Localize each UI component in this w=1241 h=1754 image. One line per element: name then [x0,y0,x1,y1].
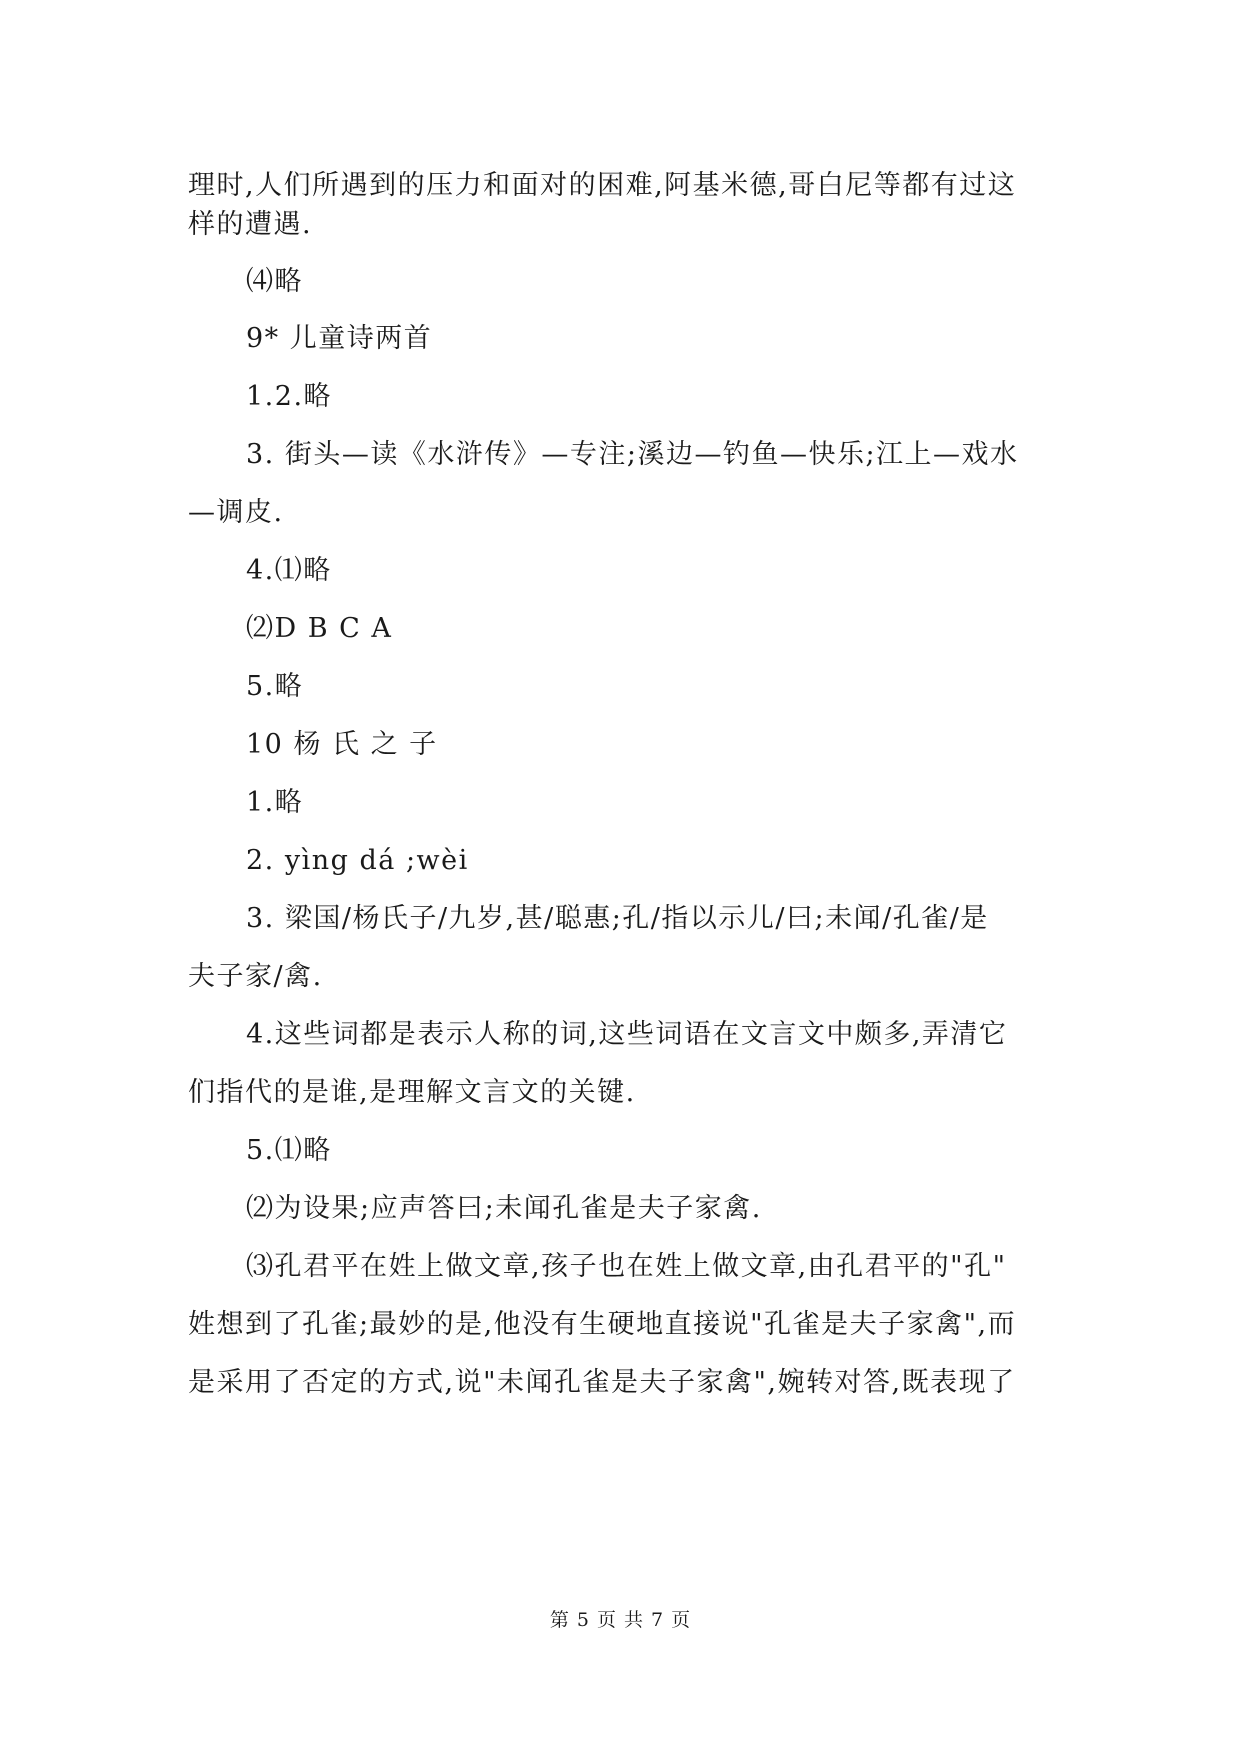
text-line-5: 1.2.略 [246,381,333,412]
text-line-2: 样的遭遇. [188,209,313,240]
text-line-16: 4.这些词都是表示人称的词,这些词语在文言文中颇多,弄清它 [246,1019,1008,1050]
text-line-6: 3. 街头—读《水浒传》—专注;溪边—钓鱼—快乐;江上—戏水 [246,439,1019,470]
text-line-1: 理时,人们所遇到的压力和面对的困难,阿基米德,哥白尼等都有过这 [188,170,1017,201]
text-line-13: 2. yìng dá ;wèi [246,845,469,876]
text-line-18: 5.⑴略 [246,1135,332,1166]
text-line-15: 夫子家/禽. [188,961,323,992]
text-line-19: ⑵为设果;应声答曰;未闻孔雀是夫子家禽. [246,1193,762,1224]
text-line-9: ⑵D B C A [246,613,393,644]
text-line-7: —调皮. [188,497,284,528]
text-line-17: 们指代的是谁,是理解文言文的关键. [188,1077,636,1108]
text-line-12: 1.略 [246,787,304,818]
section-heading-9: 9* 儿童诗两首 [246,323,433,354]
page-number-footer: 第 5 页 共 7 页 [549,1609,692,1631]
text-line-3: ⑷略 [246,266,303,297]
text-line-8: 4.⑴略 [246,555,332,586]
text-line-21: 姓想到了孔雀;最妙的是,他没有生硬地直接说"孔雀是夫子家禽",而 [188,1309,1017,1340]
text-line-10: 5.略 [246,671,304,702]
text-line-22: 是采用了否定的方式,说"未闻孔雀是夫子家禽",婉转对答,既表现了 [188,1367,1016,1398]
text-line-14: 3. 梁国/杨氏子/九岁,甚/聪惠;孔/指以示儿/曰;未闻/孔雀/是 [246,903,989,934]
section-heading-10: 10 杨 氏 之 子 [246,729,438,760]
text-line-20: ⑶孔君平在姓上做文章,孩子也在姓上做文章,由孔君平的"孔" [246,1251,1007,1282]
